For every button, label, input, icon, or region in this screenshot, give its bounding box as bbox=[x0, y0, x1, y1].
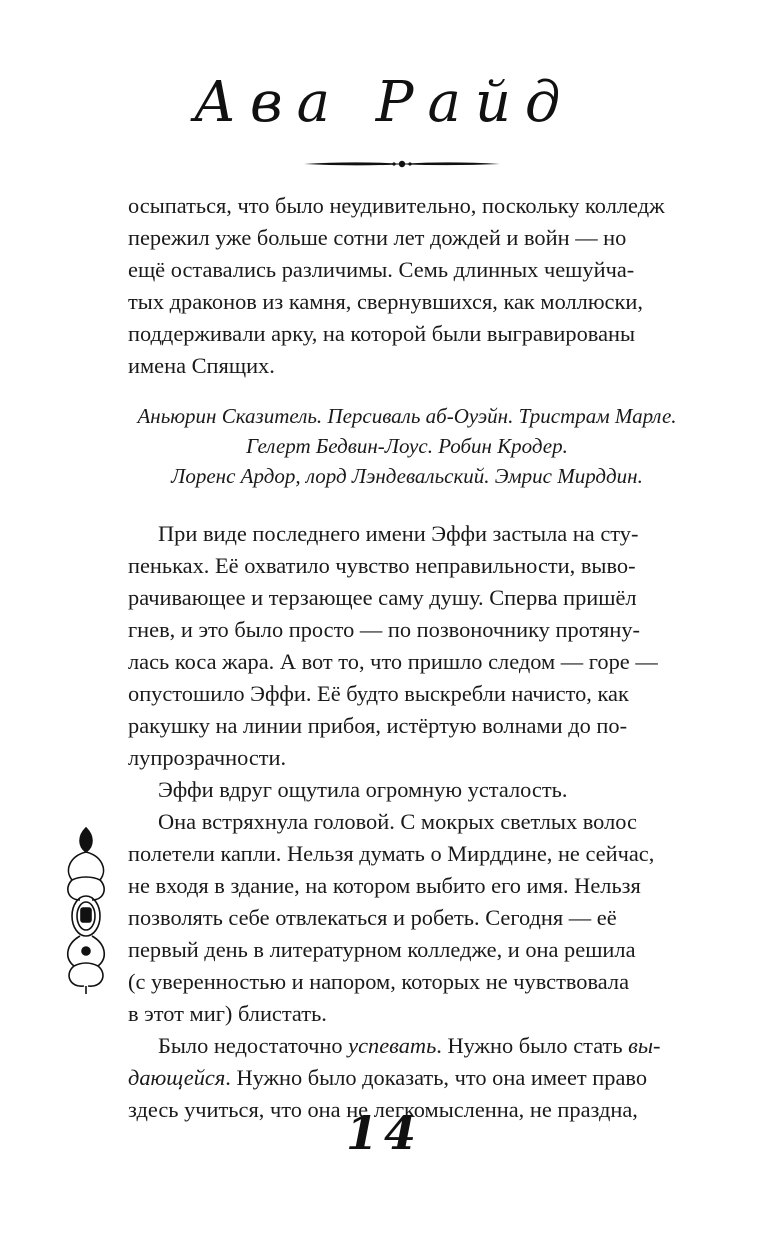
text-line: Она встряхнула головой. С мокрых светлых волос bbox=[158, 809, 637, 834]
text-line: полетели капли. Нельзя думать о Мирддине, не сейчас, bbox=[128, 841, 655, 866]
text-line: пеньках. Её охватило чувство неправильности, выво- bbox=[128, 553, 636, 578]
text-line: не входя в здание, на котором выбито его имя. Нельзя bbox=[128, 873, 641, 898]
text-line: первый день в литературном колледже, и она решила bbox=[128, 937, 636, 962]
running-header-author: Ава Райд bbox=[193, 70, 575, 135]
text-line: дающейся. Нужно было доказать, что она имеет право bbox=[128, 1065, 648, 1090]
margin-ornament-icon bbox=[60, 826, 112, 996]
text-line: рачивающее и терзающее саму душу. Сперва пришёл bbox=[128, 585, 637, 610]
text-line: ракушку на линии прибоя, истёртую волнами до по- bbox=[128, 713, 628, 738]
inscription-line: Гелерт Бедвин-Лоус. Робин Кродер. bbox=[246, 434, 568, 458]
text-line: ещё оставались различимы. Семь длинных чешуйча- bbox=[128, 257, 635, 282]
text-line: (с уверенностью и напором, которых не чувствовала bbox=[128, 969, 630, 994]
page-number: 14 bbox=[345, 1106, 422, 1160]
main-text-block bbox=[128, 518, 686, 1126]
text-line: осыпаться, что было неудивительно, поскольку колледж bbox=[128, 193, 665, 218]
inscription-line: Аньюрин Сказитель. Персиваль аб-Оуэйн. Тристрам Марле. bbox=[137, 404, 677, 428]
text-line: опустошило Эффи. Её будто выскребли начисто, как bbox=[128, 681, 629, 706]
text-line: поддерживали арку, на которой были выгравированы bbox=[128, 321, 636, 346]
text-line: лась коса жара. А вот то, что пришло следом — горе — bbox=[128, 649, 658, 674]
text-line: гнев, и это было просто — по позвоночнику протяну- bbox=[128, 617, 640, 642]
text-line: пережил уже больше сотни лет дождей и войн — но bbox=[128, 225, 627, 250]
text-line: При виде последнего имени Эффи застыла на сту- bbox=[158, 521, 639, 546]
text-line: тых драконов из камня, свернувшихся, как моллюски, bbox=[128, 289, 643, 314]
inscription-names bbox=[128, 401, 686, 491]
text-line: позволять себе отвлекаться и робеть. Сегодня — её bbox=[128, 905, 617, 930]
top-text-block bbox=[128, 190, 686, 382]
text-line: лупрозрачности. bbox=[128, 745, 287, 770]
header-divider-ornament bbox=[302, 157, 502, 171]
text-line: Было недостаточно успевать. Нужно было стать вы- bbox=[158, 1033, 661, 1058]
text-line: имена Спящих. bbox=[128, 353, 275, 378]
inscription-line: Лоренс Ардор, лорд Лэндевальский. Эмрис Мирддин. bbox=[171, 464, 643, 488]
text-line: в этот миг) блистать. bbox=[128, 1001, 327, 1026]
text-line: здесь учиться, что она не легкомысленна, не праздна, bbox=[128, 1097, 638, 1122]
text-line: Эффи вдруг ощутила огромную усталость. bbox=[158, 777, 568, 802]
